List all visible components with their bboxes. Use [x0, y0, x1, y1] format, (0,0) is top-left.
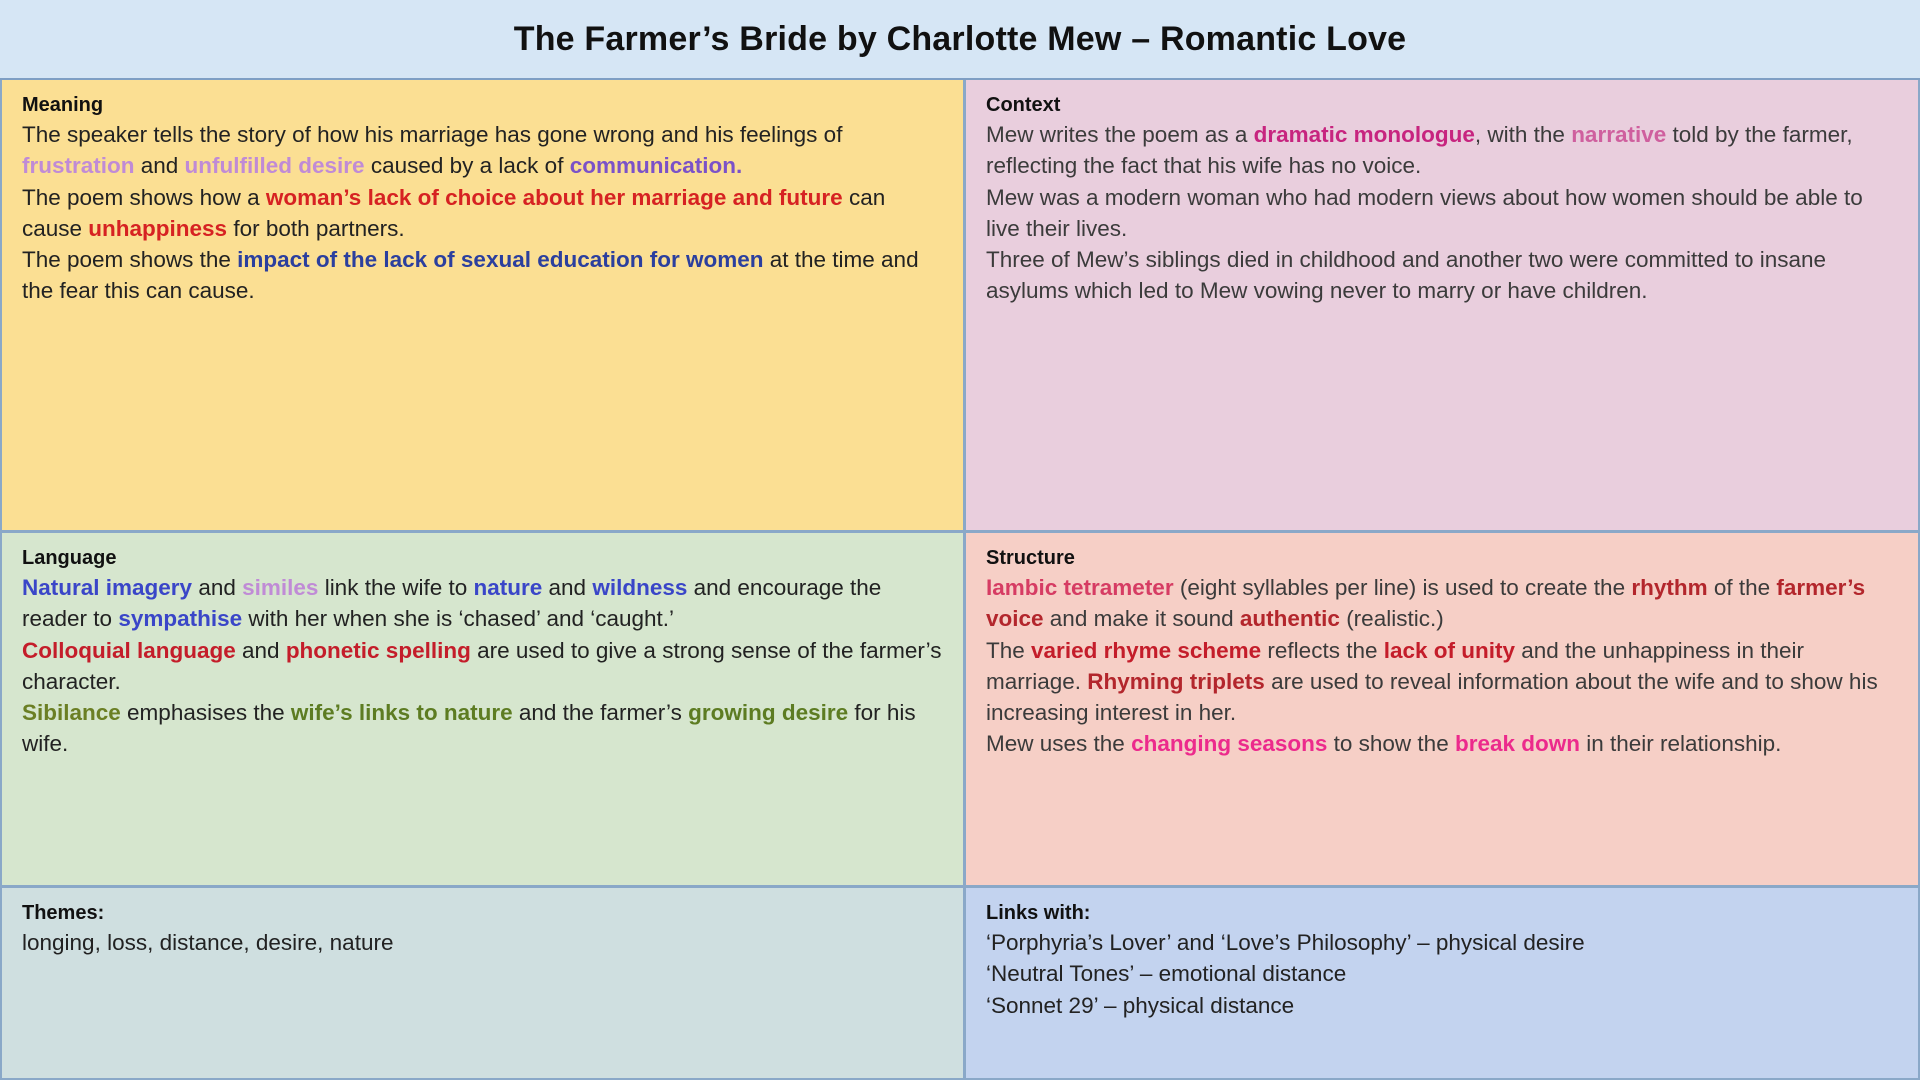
- cell-structure: [966, 533, 1918, 885]
- language-paragraph-3: [22, 697, 943, 760]
- language-p1-text-b: link the wife to: [318, 575, 474, 600]
- context-heading: Context: [986, 94, 1061, 116]
- meaning-p3-highlight-sexual-education: impact of the lack of sexual education for women: [237, 247, 764, 273]
- meaning-p1-text-c: caused by a lack of: [364, 153, 570, 179]
- language-p1-highlight-natural-imagery: Natural imagery: [22, 575, 193, 600]
- language-p2-text-a: and: [235, 637, 286, 663]
- meaning-p2-highlight-lack-of-choice: woman’s lack of choice about her marriage and future: [265, 184, 843, 210]
- cell-language: [2, 533, 963, 885]
- language-p1-highlight-similes: similes: [242, 575, 319, 600]
- page-title: The Farmer’s Bride by Charlotte Mew – Romantic Love: [513, 19, 1407, 58]
- structure-p3-text-b: to show the: [1327, 731, 1455, 757]
- language-p1-highlight-nature: nature: [473, 575, 543, 600]
- structure-p1-text-c: and make it sound: [1043, 606, 1240, 632]
- meaning-p3-text-b: at the time and the fear this can cause.: [22, 247, 919, 304]
- context-p1-highlight-narrative: narrative: [1571, 122, 1667, 147]
- structure-p3-highlight-changing-seasons: changing seasons: [1131, 731, 1328, 757]
- meaning-p1-text-b: and: [134, 153, 185, 179]
- language-p1-text-a: and: [192, 575, 243, 600]
- language-p2-text-b: are used to give a strong sense of the farmer’s character.: [22, 637, 942, 694]
- meaning-p2-text-a: The poem shows how a: [22, 184, 266, 210]
- structure-paragraph-1: [986, 572, 1898, 635]
- cell-links: [966, 888, 1918, 1078]
- structure-p1-text-a: (eight syllables per line) is used to create the: [1173, 575, 1632, 600]
- themes-body: longing, loss, distance, desire, nature: [22, 930, 394, 955]
- cell-themes: [2, 888, 963, 1078]
- cell-meaning: [2, 80, 963, 530]
- structure-p2-highlight-varied-rhyme-scheme: varied rhyme scheme: [1031, 637, 1262, 663]
- structure-p3-highlight-break-down: break down: [1454, 731, 1580, 757]
- language-heading: Language: [22, 547, 117, 569]
- structure-p2-text-a: The: [986, 637, 1032, 663]
- context-p1-text-c: told by the farmer, reflecting the fact that his wife has no voice.: [986, 122, 1853, 179]
- context-p1-text-a: Mew writes the poem as a: [986, 122, 1254, 147]
- language-paragraph-1: [22, 572, 943, 635]
- links-line-3: ‘Sonnet 29’ – physical distance: [986, 992, 1295, 1018]
- language-p1-text-c: and: [542, 575, 593, 600]
- structure-paragraph-3: [986, 728, 1898, 759]
- meaning-paragraph-1: [22, 119, 943, 182]
- meaning-p1-highlight-unfulfilled-desire: unfulfilled desire: [184, 153, 365, 179]
- context-p1-text-b: , with the: [1474, 122, 1572, 147]
- themes-heading: Themes:: [22, 902, 105, 924]
- structure-p2-text-d: are used to reveal information about the wife and to show his increasing interest in her.: [986, 668, 1878, 726]
- language-p1-highlight-wildness: wildness: [592, 575, 688, 600]
- context-paragraph-2: Mew was a modern woman who had modern views about how women should be able to live their lives.: [986, 184, 1863, 241]
- structure-p1-highlight-iambic-tetrameter: Iambic tetrameter: [986, 575, 1174, 600]
- meaning-paragraph-2: [22, 182, 943, 245]
- context-paragraph-1: [986, 119, 1898, 182]
- structure-p2-highlight-lack-of-unity: lack of unity: [1383, 637, 1516, 663]
- language-p1-text-e: with her when she is ‘chased’ and ‘caught.’: [242, 606, 675, 632]
- structure-heading: Structure: [986, 547, 1075, 569]
- structure-p1-highlight-farmers-voice: farmer’s voice: [986, 575, 1866, 632]
- meaning-paragraph-3: [22, 244, 943, 307]
- links-line-2: ‘Neutral Tones’ – emotional distance: [986, 961, 1347, 987]
- language-p3-highlight-links-to-nature: wife’s links to nature: [290, 700, 513, 726]
- cell-context: [966, 80, 1918, 530]
- structure-paragraph-2: [986, 635, 1898, 729]
- context-p1-highlight-dramatic-monologue: dramatic monologue: [1253, 122, 1475, 147]
- structure-p1-highlight-authentic: authentic: [1239, 606, 1340, 632]
- meaning-p1-highlight-frustration: frustration: [22, 153, 135, 179]
- structure-p1-text-b: of the: [1707, 575, 1777, 600]
- structure-p3-text-c: in their relationship.: [1580, 731, 1782, 757]
- content-grid: [0, 78, 1920, 1080]
- structure-p3-text-a: Mew uses the: [986, 731, 1132, 757]
- language-p3-text-b: and the farmer’s: [512, 700, 689, 726]
- structure-p2-highlight-rhyming-triplets: Rhyming triplets: [1087, 668, 1265, 694]
- language-p3-highlight-sibilance: Sibilance: [22, 700, 121, 726]
- title-bar: [0, 0, 1920, 78]
- meaning-heading: Meaning: [22, 94, 104, 116]
- meaning-p2-text-b: can cause: [22, 184, 886, 241]
- structure-p2-text-c: and the unhappiness in their marriage.: [986, 637, 1804, 694]
- language-p3-text-a: emphasises the: [120, 700, 291, 726]
- meaning-p3-text-a: The poem shows the: [22, 247, 238, 273]
- language-p2-highlight-colloquial: Colloquial language: [22, 637, 236, 663]
- structure-p1-text-d: (realistic.): [1339, 606, 1444, 632]
- context-paragraph-3: Three of Mew’s siblings died in childhood and another two were committed to insane asylums which led to Mew vowing never to marry or have children.: [986, 247, 1827, 304]
- language-p3-highlight-growing-desire: growing desire: [688, 700, 849, 726]
- language-p2-highlight-phonetic-spelling: phonetic spelling: [285, 637, 471, 663]
- meaning-p2-text-c: for both partners.: [227, 215, 405, 241]
- language-paragraph-2: [22, 635, 943, 698]
- structure-p2-text-b: reflects the: [1261, 637, 1384, 663]
- language-p1-text-d: and encourage the reader to: [22, 575, 882, 632]
- meaning-p2-highlight-unhappiness: unhappiness: [88, 215, 228, 241]
- meaning-p1-text-a: The speaker tells the story of how his marriage has gone wrong and his feelings of: [22, 122, 843, 147]
- structure-p1-highlight-rhythm: rhythm: [1631, 575, 1708, 600]
- language-p1-highlight-sympathise: sympathise: [118, 606, 243, 632]
- language-p3-text-c: for his wife.: [22, 700, 916, 757]
- links-heading: Links with:: [986, 902, 1091, 924]
- links-line-1: ‘Porphyria’s Lover’ and ‘Love’s Philosophy’ – physical desire: [986, 930, 1585, 955]
- meaning-p1-highlight-communication: communication.: [569, 153, 743, 179]
